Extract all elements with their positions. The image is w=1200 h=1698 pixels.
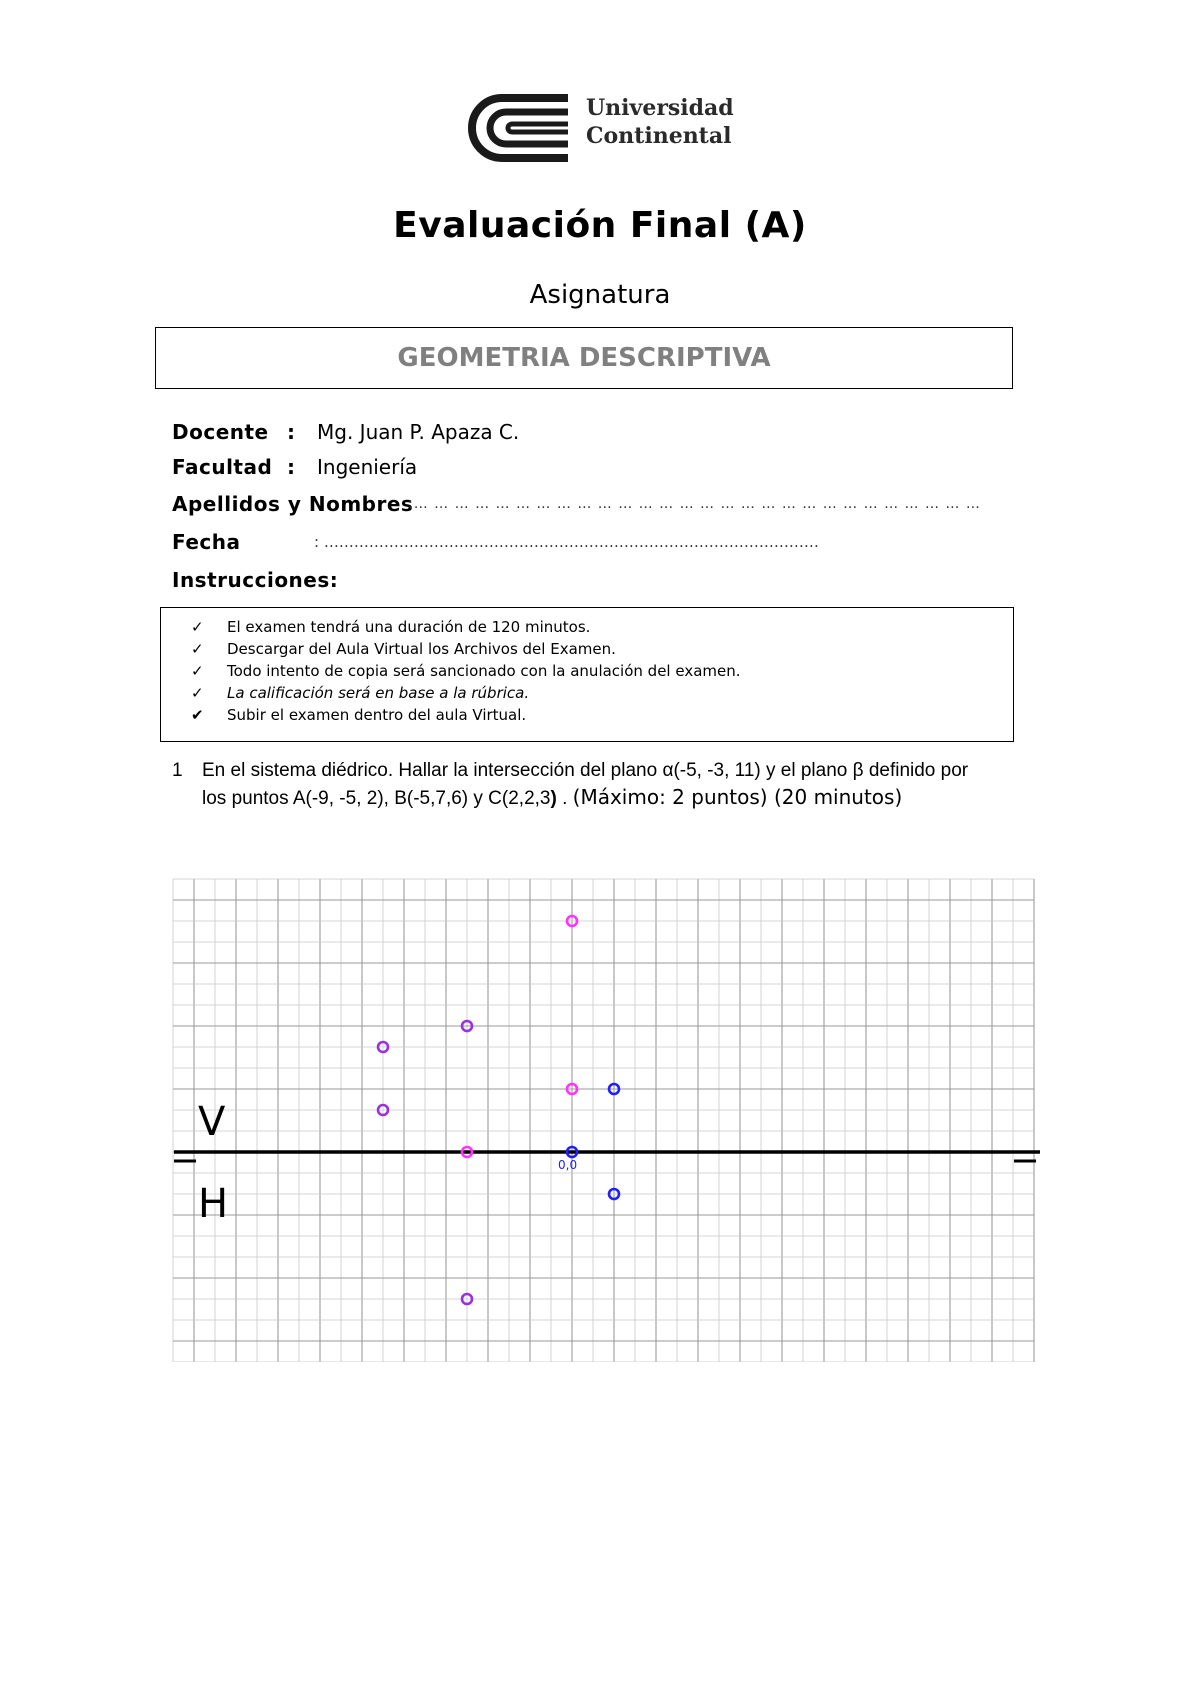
university-logo xyxy=(468,88,738,168)
instruction-item xyxy=(161,616,1013,638)
instruction-text: Subir el examen dentro del aula Virtual. xyxy=(227,706,527,724)
origin-label: 0,0 xyxy=(558,1158,578,1172)
logo-emblem-icon xyxy=(468,92,574,164)
instruction-item xyxy=(161,638,1013,660)
course-name-box xyxy=(155,327,1013,389)
check-icon: ✓ xyxy=(191,662,204,680)
check-icon: ✔ xyxy=(191,706,204,724)
page-subtitle: Asignatura xyxy=(529,280,671,310)
fecha-fill-line: : ……………………………………………………………………………………… xyxy=(314,533,819,551)
page-title: Evaluación Final (A) xyxy=(393,205,807,246)
instruction-item xyxy=(161,704,1013,726)
docente-value: Mg. Juan P. Apaza C. xyxy=(317,420,520,444)
facultad-label: Facultad xyxy=(172,455,273,479)
facultad-value: Ingeniería xyxy=(317,455,418,479)
question-number: 1 xyxy=(172,760,183,781)
check-icon: ✓ xyxy=(191,640,204,658)
instruction-item xyxy=(161,682,1013,704)
grid-lines xyxy=(173,879,1034,1362)
docente-label: Docente xyxy=(172,420,269,444)
nombres-fill-line: :… … … … … … … … … … … … … … … … … … … … … … … … … … … … xyxy=(408,496,981,512)
check-icon: ✓ xyxy=(191,684,204,702)
dihedral-diagram xyxy=(172,872,1042,1366)
instructions-box xyxy=(160,607,1014,742)
horizontal-plane-label: H xyxy=(198,1181,229,1227)
question-bold-paren: ) xyxy=(550,788,557,809)
course-name: GEOMETRIA DESCRIPTIVA xyxy=(397,343,771,373)
nombres-label: Apellidos y Nombres xyxy=(172,492,414,516)
question-text-line-1: En el sistema diédrico. Hallar la intersección del plano α(-5, -3, 11) y el plano β definido por xyxy=(202,760,969,781)
fecha-label: Fecha xyxy=(172,530,241,554)
colon: : xyxy=(287,420,295,444)
dihedral-grid-svg xyxy=(172,872,1042,1362)
vertical-plane-label: V xyxy=(198,1099,226,1145)
logo-wordmark xyxy=(586,94,734,150)
check-icon: ✓ xyxy=(191,618,204,636)
instruction-text: El examen tendrá una duración de 120 minutos. xyxy=(227,618,591,636)
question-separator: . xyxy=(556,788,573,809)
instruction-text: La calificación será en base a la rúbrica. xyxy=(227,684,530,702)
question-text-line-2 xyxy=(202,784,902,812)
instruction-text: Descargar del Aula Virtual los Archivos del Examen. xyxy=(227,640,616,658)
instruction-text: Todo intento de copia será sancionado con la anulación del examen. xyxy=(227,662,741,680)
logo-line-1: Universidad xyxy=(586,95,734,121)
colon: : xyxy=(287,455,295,479)
question-score: (Máximo: 2 puntos) (20 minutos) xyxy=(572,785,903,809)
logo-line-2: Continental xyxy=(586,123,732,149)
question-points-text: los puntos A(-9, -5, 2), B(-5,7,6) y C(2,2,3 xyxy=(202,788,551,809)
instruction-item xyxy=(161,660,1013,682)
instrucciones-label: Instrucciones: xyxy=(172,568,339,592)
